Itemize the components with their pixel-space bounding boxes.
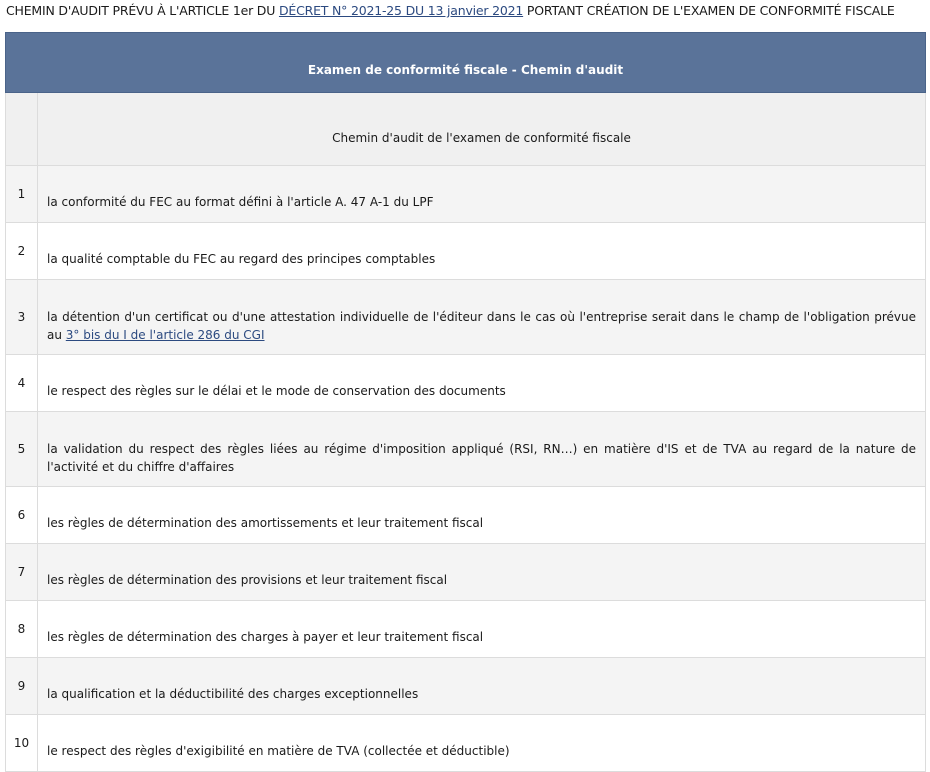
page-heading	[6, 3, 924, 19]
row-number: 7	[6, 544, 38, 601]
row-text	[38, 355, 926, 412]
table-row	[6, 658, 926, 715]
table-row	[6, 487, 926, 544]
row-number: 4	[6, 355, 38, 412]
heading-prefix: CHEMIN D'AUDIT PRÉVU À L'ARTICLE 1er DU	[6, 3, 279, 18]
subheader-num-cell	[6, 93, 38, 166]
table-row	[6, 166, 926, 223]
row-text	[38, 412, 926, 487]
row-text	[38, 658, 926, 715]
row-text-content: la qualité comptable du FEC au regard des principes comptables	[47, 252, 436, 266]
row-text-content: la validation du respect des règles liées au régime d'imposition appliqué (RSI, RN…) en matière d'IS et de TVA au regard de la nature de l'activité et du chiffre d'affaires	[47, 442, 917, 474]
row-number: 2	[6, 223, 38, 280]
table-row	[6, 355, 926, 412]
row-text-content: la conformité du FEC au format défini à l'article A. 47 A-1 du LPF	[47, 195, 434, 209]
row-number: 1	[6, 166, 38, 223]
row-text	[38, 280, 926, 355]
row-text-content: les règles de détermination des provisions et leur traitement fiscal	[47, 573, 448, 587]
audit-table	[5, 32, 926, 772]
table-row	[6, 715, 926, 772]
decree-link[interactable]: DÉCRET N° 2021-25 DU 13 janvier 2021	[278, 3, 524, 18]
row-text	[38, 715, 926, 772]
row-text	[38, 601, 926, 658]
row-text-content: la qualification et la déductibilité des charges exceptionnelles	[47, 687, 419, 701]
audit-table-container	[5, 32, 925, 772]
row-number: 6	[6, 487, 38, 544]
row-number: 3	[6, 280, 38, 355]
table-subheader: Chemin d'audit de l'examen de conformité fiscale	[38, 93, 926, 166]
table-subheader-row	[6, 93, 926, 166]
row-text-content: les règles de détermination des charges à payer et leur traitement fiscal	[47, 630, 484, 644]
row-text-part: la détention d'un certificat ou d'une attestation individuelle de l'éditeur dans le cas où l'entreprise serait dans le champ de l'obligation prévue au	[47, 310, 917, 342]
table-row	[6, 544, 926, 601]
row-text	[38, 223, 926, 280]
row-text-content	[47, 290, 916, 344]
table-row	[6, 412, 926, 487]
row-text-content: le respect des règles d'exigibilité en matière de TVA (collectée et déductible)	[47, 744, 510, 758]
row-number: 5	[6, 412, 38, 487]
row-number: 10	[6, 715, 38, 772]
table-row	[6, 223, 926, 280]
heading-suffix: PORTANT CRÉATION DE L'EXAMEN DE CONFORMITÉ FISCALE	[523, 3, 895, 18]
cgi-article-link[interactable]: 3° bis du I de l'article 286 du CGI	[65, 328, 265, 342]
row-number: 9	[6, 658, 38, 715]
row-number: 8	[6, 601, 38, 658]
row-text	[38, 166, 926, 223]
table-title: Examen de conformité fiscale - Chemin d'audit	[6, 33, 926, 93]
row-text	[38, 487, 926, 544]
table-row	[6, 280, 926, 355]
table-row	[6, 601, 926, 658]
row-text-content: les règles de détermination des amortissements et leur traitement fiscal	[47, 516, 484, 530]
row-text	[38, 544, 926, 601]
row-text-content: le respect des règles sur le délai et le mode de conservation des documents	[47, 384, 506, 398]
